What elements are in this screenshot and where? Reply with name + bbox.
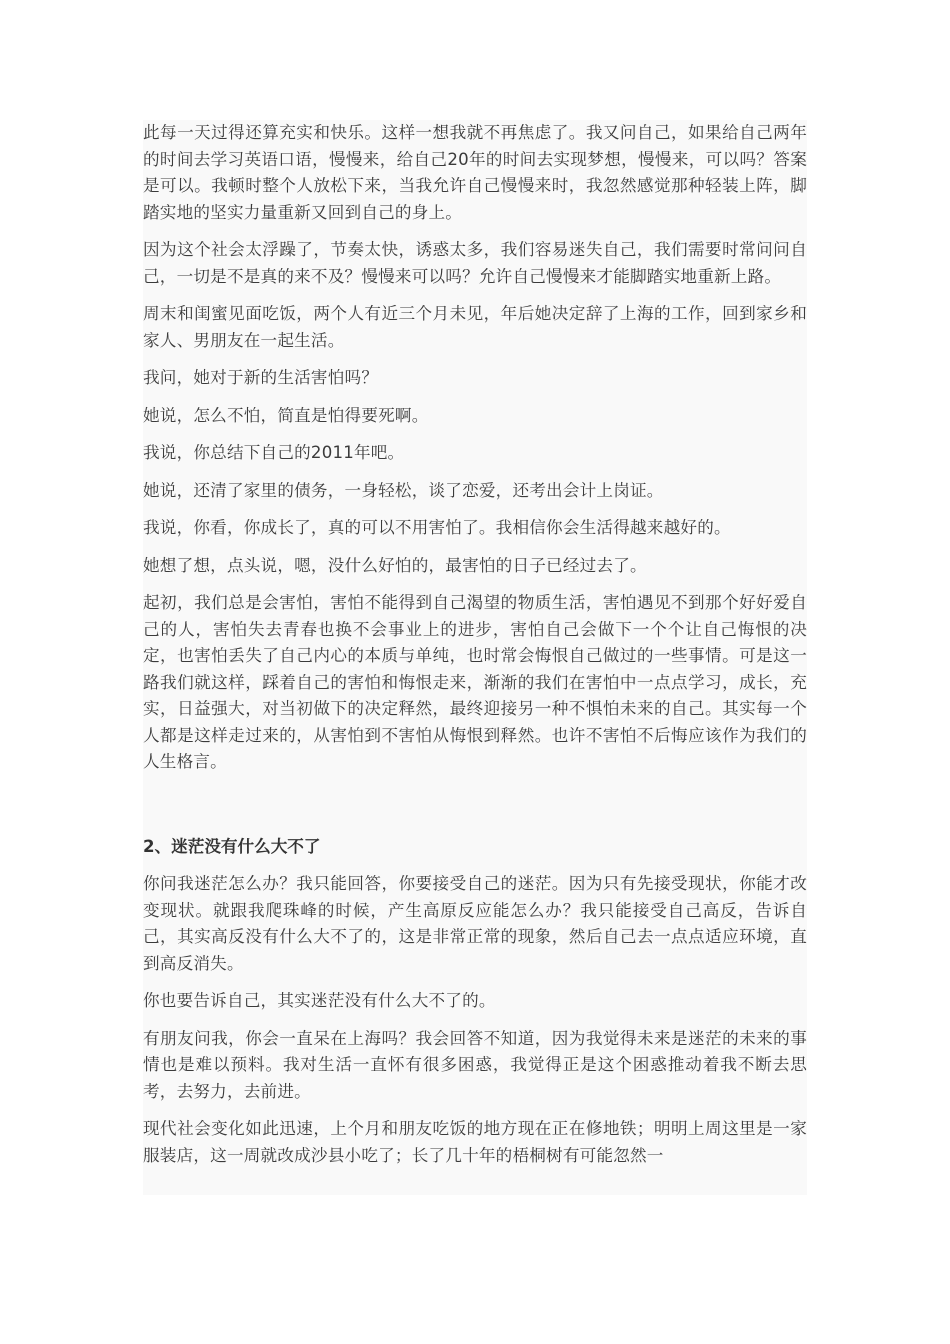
paragraph: 我问，她对于新的生活害怕吗？ [143, 368, 379, 387]
paragraph: 我说，你总结下自己的2011年吧。 [143, 443, 405, 462]
paragraph: 有朋友问我，你会一直呆在上海吗？我会回答不知道，因为我觉得未来是迷茫的未来的事情也是难以预料。我对生活一直怀有很多困惑，我觉得正是这个困惑推动着我不断去思考，去努力，去前进。 [143, 1028, 807, 1101]
section-heading: 2、迷茫没有什么大不了 [143, 836, 321, 856]
paragraph: 此每一天过得还算充实和快乐。这样一想我就不再焦虑了。我又问自己，如果给自己两年的时间去学习英语口语，慢慢来，给自己20年的时间去实现梦想，慢慢来，可以吗？答案是可以。我顿时整个人放松下来，当我允许自己慢慢来时，我忽然感觉那种轻装上阵，脚踏实地的坚实力量重新又回到自己的身上。 [143, 123, 807, 222]
section-spacer [143, 776, 807, 834]
paragraph: 起初，我们总是会害怕，害怕不能得到自己渴望的物质生活，害怕遇见不到那个好好爱自己的人，害怕失去青春也换不会事业上的进步，害怕自己会做下一个个让自己悔恨的决定，也害怕丢失了自己内心的本质与单纯，也时常会悔恨自己做过的一些事情。可是这一路我们就这样，踩着自己的害怕和悔恨走来，渐渐的我们在害怕中一点点学习，成长，充实，日益强大，对当初做下的决定释然，最终迎接另一种不惧怕未来的自己。其实每一个人都是这样走过来的，从害怕到不害怕从悔恨到释然。也许不害怕不后悔应该作为我们的人生格言。 [143, 593, 807, 771]
paragraph: 你问我迷茫怎么办？我只能回答，你要接受自己的迷茫。因为只有先接受现状，你能才改变现状。就跟我爬珠峰的时候，产生高原反应能怎么办？我只能接受自己高反，告诉自己，其实高反没有什么大不了的，这是非常正常的现象，然后自己去一点点适应环境，直到高反消失。 [143, 874, 807, 973]
paragraph: 因为这个社会太浮躁了，节奏太快，诱惑太多，我们容易迷失自己，我们需要时常问问自己，一切是不是真的来不及？慢慢来可以吗？允许自己慢慢来才能脚踏实地重新上路。 [143, 240, 807, 286]
paragraph: 现代社会变化如此迅速，上个月和朋友吃饭的地方现在正在修地铁；明明上周这里是一家服装店，这一周就改成沙县小吃了；长了几十年的梧桐树有可能忽然一 [143, 1119, 807, 1165]
paragraph: 她说，怎么不怕，简直是怕得要死啊。 [143, 405, 429, 425]
article-body [143, 120, 807, 1195]
paragraph: 周末和闺蜜见面吃饭，两个人有近三个月未见，年后她决定辞了上海的工作，回到家乡和家人、男朋友在一起生活。 [143, 304, 807, 350]
paragraph: 她想了想，点头说，嗯，没什么好怕的，最害怕的日子已经过去了。 [143, 555, 647, 575]
paragraph: 你也要告诉自己，其实迷茫没有什么大不了的。 [143, 991, 496, 1010]
paragraph: 她说，还清了家里的债务，一身轻松，谈了恋爱，还考出会计上岗证。 [143, 480, 664, 500]
paragraph: 我说，你看，你成长了，真的可以不用害怕了。我相信你会生活得越来越好的。 [143, 518, 731, 537]
